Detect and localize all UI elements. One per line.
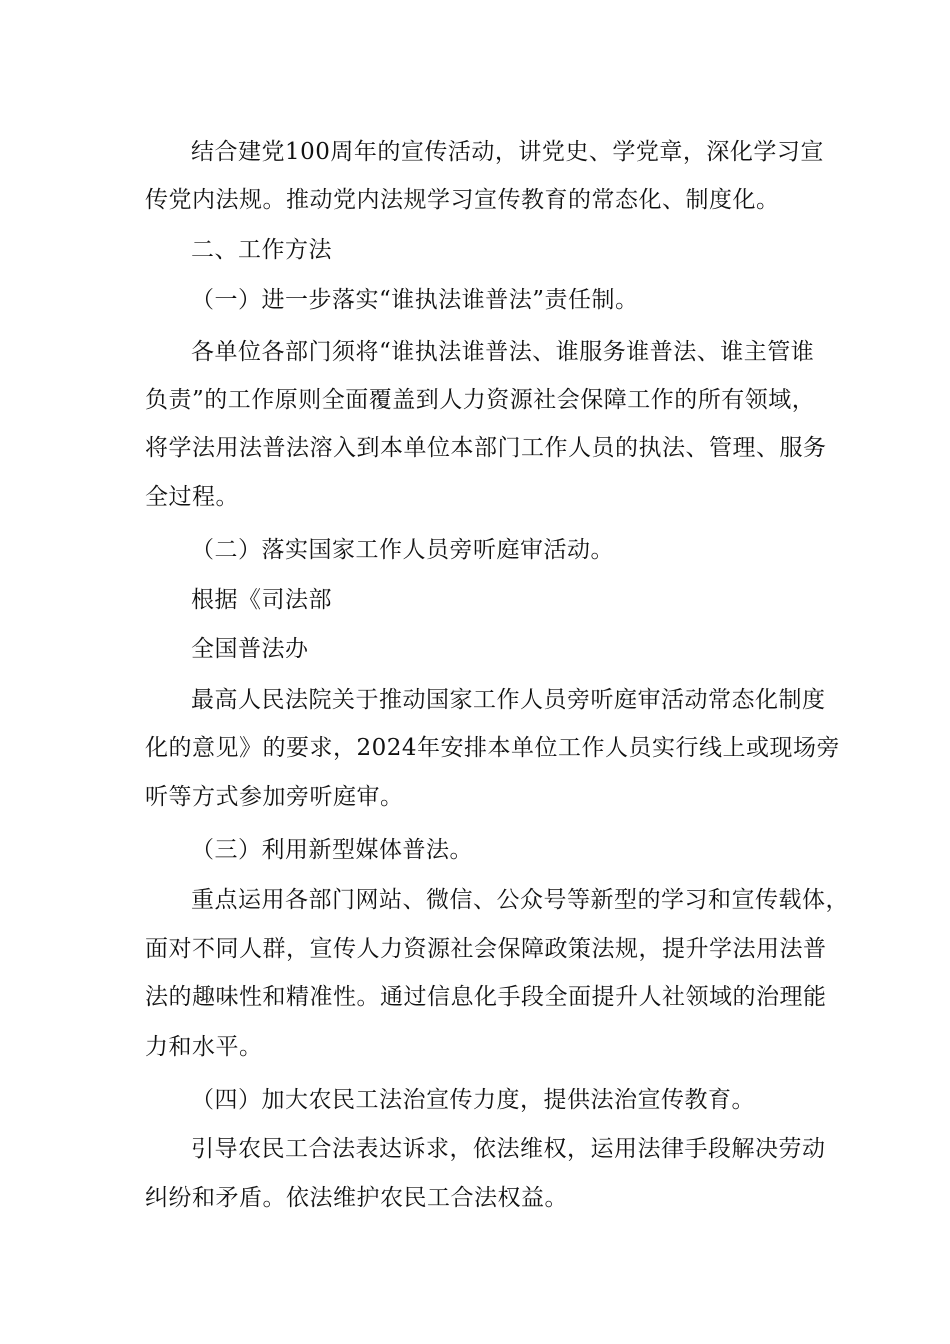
paragraph-line: 化的意见》的要求，2024年安排本单位工作人员实行线上或现场旁 <box>145 735 841 761</box>
paragraph-line: 最高人民法院关于推动国家工作人员旁听庭审活动常态化制度 <box>191 687 826 713</box>
subsection-heading: （一）进一步落实“谁执法谁普法”责任制。 <box>191 287 639 313</box>
paragraph-line: 听等方式参加旁听庭审。 <box>145 784 404 810</box>
section-heading: 二、工作方法 <box>191 237 332 263</box>
paragraph-line: 力和水平。 <box>145 1034 263 1060</box>
paragraph-line: 结合建党100周年的宣传活动，讲党史、学党章，深化学习宣 <box>191 139 824 165</box>
paragraph-line: 重点运用各部门网站、微信、公众号等新型的学习和宣传载体， <box>191 887 849 913</box>
paragraph-line: 法的趣味性和精准性。通过信息化手段全面提升人社领域的治理能 <box>145 984 827 1010</box>
paragraph-line: 各单位各部门须将“谁执法谁普法、谁服务谁普法、谁主管谁 <box>191 339 815 365</box>
paragraph-line: 负责”的工作原则全面覆盖到人力资源社会保障工作的所有领域， <box>145 387 816 413</box>
paragraph-line: 全过程。 <box>145 484 239 510</box>
paragraph-line: 引导农民工合法表达诉求，依法维权，运用法律手段解决劳动 <box>191 1136 826 1162</box>
paragraph-line: 根据《司法部 <box>191 587 332 613</box>
paragraph-line: 面对不同人群，宣传人力资源社会保障政策法规，提升学法用法普 <box>145 936 827 962</box>
subsection-heading: （三）利用新型媒体普法。 <box>191 837 473 863</box>
subsection-heading: （二）落实国家工作人员旁听庭审活动。 <box>191 537 614 563</box>
paragraph-line: 纠纷和矛盾。依法维护农民工合法权益。 <box>145 1185 568 1211</box>
paragraph-line: 全国普法办 <box>191 636 309 662</box>
subsection-heading: （四）加大农民工法治宣传力度，提供法治宣传教育。 <box>191 1087 755 1113</box>
paragraph-line: 传党内法规。推动党内法规学习宣传教育的常态化、制度化。 <box>145 187 780 213</box>
paragraph-line: 将学法用法普法溶入到本单位本部门工作人员的执法、管理、服务 <box>145 435 827 461</box>
